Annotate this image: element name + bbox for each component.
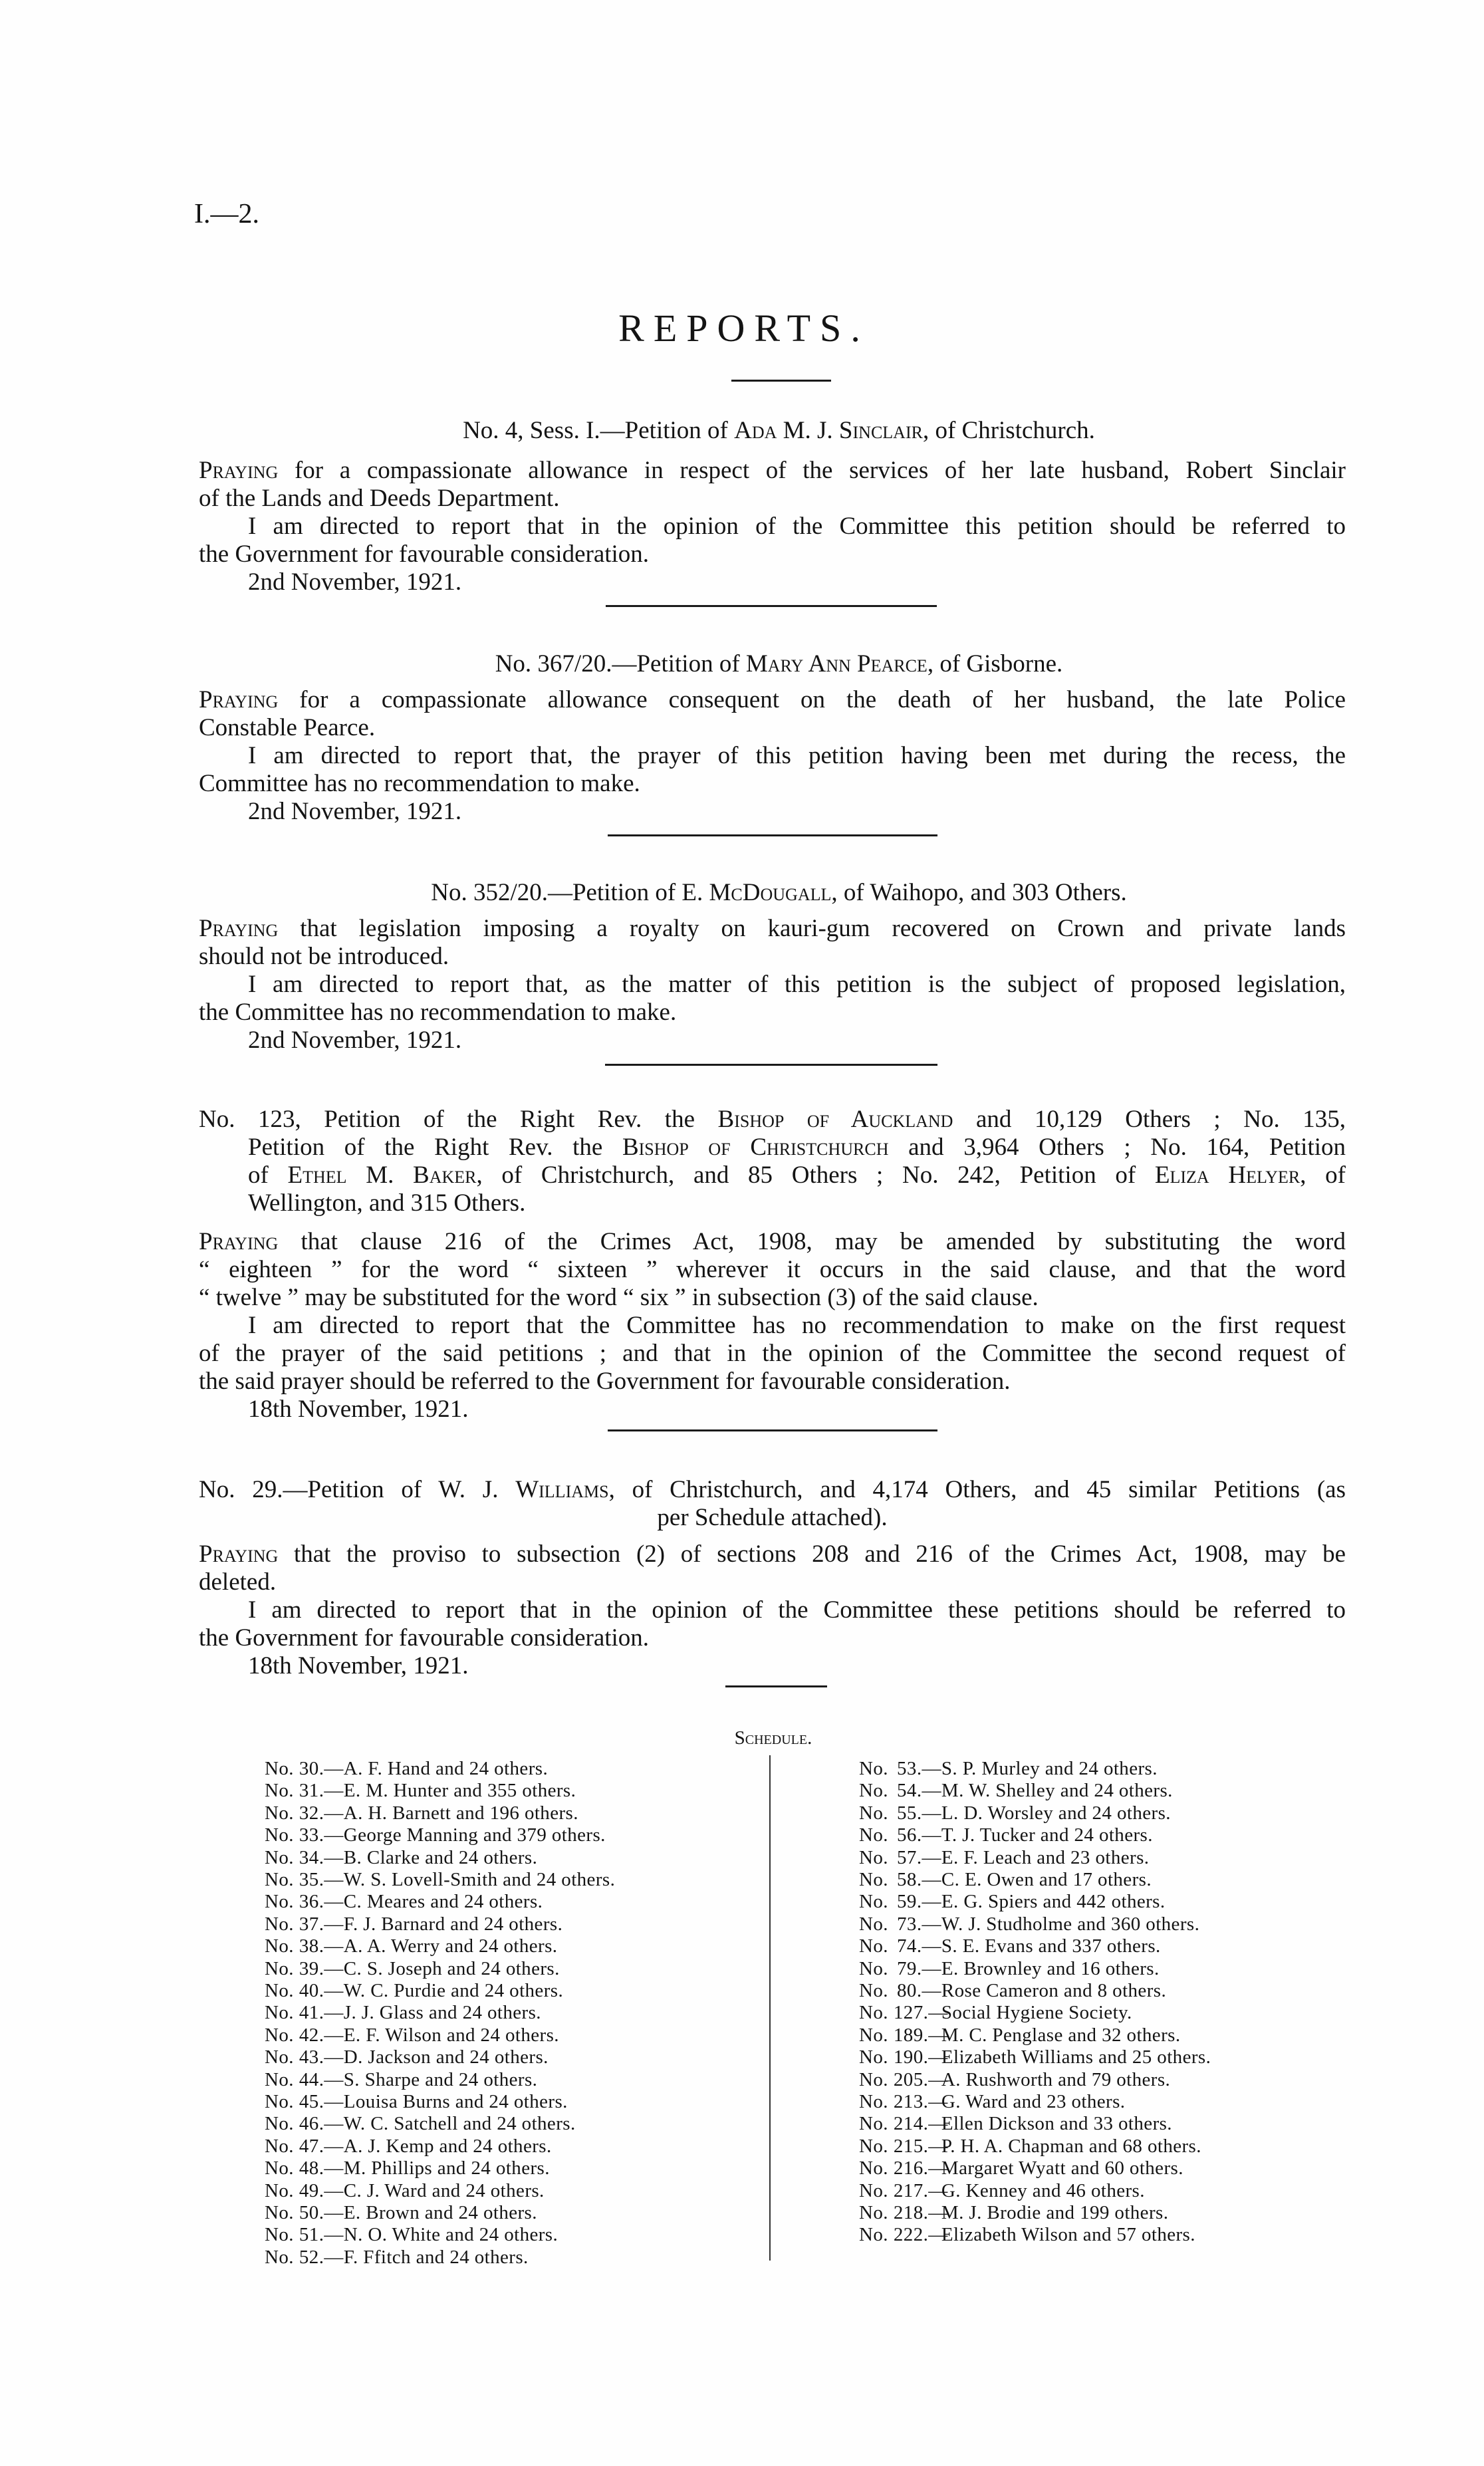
schedule-item xyxy=(859,2113,1172,2135)
petitioner-name: Williams xyxy=(515,1476,609,1503)
schedule-item-name: J. J. Glass and 24 others. xyxy=(343,2002,541,2024)
schedule-item-number: 43 .— xyxy=(299,2046,344,2068)
schedule-item-prefix: No. xyxy=(859,2068,888,2090)
heading-text: , of Christchurch. xyxy=(922,417,1095,444)
report-paragraph-line xyxy=(199,1340,1346,1368)
schedule-item-prefix: No. xyxy=(265,2046,294,2068)
schedule-item-name: E. Brownley and 16 others. xyxy=(941,1957,1160,1979)
schedule-item-number: 46 .— xyxy=(299,2113,344,2135)
petition-heading xyxy=(199,1106,1346,1134)
title-divider xyxy=(731,380,831,382)
schedule-item-prefix: No. xyxy=(265,2135,294,2157)
schedule-item-prefix: No. xyxy=(859,2158,888,2179)
schedule-item-number: 47 .— xyxy=(299,2136,344,2158)
schedule-item-number: 52 .— xyxy=(299,2247,344,2269)
schedule-item-name: M. Phillips and 24 others. xyxy=(343,2158,550,2179)
praying-paragraph-line xyxy=(199,915,1346,943)
petitioner-name: Eliza Helyer xyxy=(1154,1162,1300,1189)
schedule-item xyxy=(859,1913,1199,1935)
schedule-item xyxy=(265,1958,560,1980)
schedule-item xyxy=(859,1869,1152,1891)
schedule-item xyxy=(265,2091,568,2113)
schedule-item-name: N. O. White and 24 others. xyxy=(343,2224,558,2246)
schedule-item-prefix: No. xyxy=(859,1758,888,1779)
schedule-item-number: 218 .— xyxy=(894,2202,941,2224)
heading-text: , of xyxy=(1300,1162,1346,1189)
date-text: 2nd November, 1921. xyxy=(248,1027,462,1054)
heading-text: , of Waihopo, and 303 Others. xyxy=(831,879,1127,906)
petition-heading xyxy=(248,1189,1346,1217)
schedule-item xyxy=(859,1891,1166,1913)
schedule-item-number: 222 .— xyxy=(894,2224,941,2246)
report-text: the Committee has no recommendation to make. xyxy=(199,999,677,1026)
schedule-item-number: 35 .— xyxy=(299,1869,344,1891)
schedule-item-name: Ellen Dickson and 33 others. xyxy=(941,2113,1172,2135)
praying-text: that clause 216 of the Crimes Act, 1908, may be amended by substituting the word xyxy=(278,1228,1346,1255)
schedule-item-number: 216 .— xyxy=(894,2158,941,2179)
petition-heading xyxy=(199,1504,1346,1532)
schedule-item-prefix: No. xyxy=(265,1824,294,1846)
praying-text: that legislation imposing a royalty on kauri-gum recovered on Crown and private lands xyxy=(278,915,1346,942)
schedule-item-name: G. Ward and 23 others. xyxy=(941,2091,1126,2112)
heading-text: , of Christchurch, and 4,174 Others, and 45 similar Petitions (as xyxy=(608,1476,1346,1503)
heading-text: Wellington, and 315 Others. xyxy=(248,1189,526,1217)
schedule-item-prefix: No. xyxy=(859,2024,888,2046)
date-text: 18th November, 1921. xyxy=(248,1396,469,1423)
schedule-item-number: 56 .— xyxy=(894,1824,941,1846)
schedule-item-number: 79 .— xyxy=(894,1958,941,1980)
praying-text: for a compassionate allowance in respect of the services of her late husband, Robert Sinclair xyxy=(278,457,1346,484)
schedule-item-name: L. D. Worsley and 24 others. xyxy=(941,1802,1171,1824)
schedule-item-prefix: No. xyxy=(265,1846,294,1868)
schedule-item-number: 215 .— xyxy=(894,2136,941,2158)
schedule-item-number: 50 .— xyxy=(299,2202,344,2224)
schedule-item xyxy=(265,1758,548,1780)
schedule-item xyxy=(265,2046,549,2068)
schedule-item-name: S. P. Murley and 24 others. xyxy=(941,1758,1158,1779)
schedule-item xyxy=(859,2025,1180,2046)
schedule-item-prefix: No. xyxy=(265,1780,294,1802)
praying-text: of the Lands and Deeds Department. xyxy=(199,485,560,512)
report-paragraph-line xyxy=(248,1312,1346,1340)
schedule-item-number: 53 .— xyxy=(894,1758,941,1780)
schedule-item-number: 189 .— xyxy=(894,2025,941,2046)
schedule-item-name: S. E. Evans and 337 others. xyxy=(941,1935,1161,1957)
report-paragraph-line xyxy=(248,742,1346,770)
report-paragraph-line xyxy=(199,770,1346,798)
report-text: Committee has no recommendation to make. xyxy=(199,770,640,797)
schedule-item xyxy=(859,2069,1170,2091)
report-date xyxy=(248,1396,780,1423)
schedule-item-number: 38 .— xyxy=(299,1935,344,1957)
schedule-item-number: 80 .— xyxy=(894,1980,941,2002)
petition-heading xyxy=(248,1134,1346,1162)
praying-text: that the proviso to subsection (2) of sections 208 and 216 of the Crimes Act, 1908, may be xyxy=(278,1541,1346,1568)
praying-paragraph-line xyxy=(199,943,1346,971)
schedule-item-number: 51 .— xyxy=(299,2224,344,2246)
petitioner-name: Bishop of Christchurch xyxy=(622,1134,889,1161)
schedule-item-prefix: No. xyxy=(859,2046,888,2068)
section-divider xyxy=(608,834,937,836)
report-text: I am directed to report that in the opinion of the Committee these petitions should be referred to xyxy=(248,1596,1346,1624)
praying-text: deleted. xyxy=(199,1568,277,1596)
report-paragraph-line xyxy=(248,1596,1346,1624)
heading-text: , of Gisborne. xyxy=(927,650,1063,678)
schedule-item xyxy=(859,2224,1195,2246)
section-divider xyxy=(605,1064,937,1066)
schedule-title: Schedule. xyxy=(734,1727,812,1749)
heading-text: No. 29.—Petition of W. J. xyxy=(199,1476,516,1503)
praying-lead: Praying xyxy=(199,457,279,484)
schedule-item xyxy=(859,1758,1158,1780)
schedule-item-prefix: No. xyxy=(859,2002,888,2024)
page-reference: I.—2. xyxy=(194,199,259,229)
petition-heading xyxy=(205,417,1352,445)
schedule-item-prefix: No. xyxy=(859,1935,888,1957)
report-paragraph-line xyxy=(248,513,1346,541)
schedule-item-name: A. J. Kemp and 24 others. xyxy=(343,2135,552,2157)
schedule-item-prefix: No. xyxy=(265,1935,294,1957)
schedule-item xyxy=(265,2224,558,2246)
schedule-item xyxy=(859,1802,1171,1824)
schedule-item-name: Louisa Burns and 24 others. xyxy=(343,2091,568,2112)
schedule-item-prefix: No. xyxy=(859,1913,888,1935)
schedule-item-name: E. F. Leach and 23 others. xyxy=(941,1846,1150,1868)
praying-paragraph-line xyxy=(199,485,1346,513)
petitioner-name: McDougall xyxy=(709,879,832,906)
petitioner-name: Mary Ann Pearce xyxy=(745,650,928,678)
schedule-item xyxy=(265,2069,537,2091)
praying-text: should not be introduced. xyxy=(199,943,449,970)
schedule-item-prefix: No. xyxy=(265,1913,294,1935)
petition-heading xyxy=(205,879,1352,907)
schedule-item-prefix: No. xyxy=(859,2091,888,2112)
schedule-item-name: W. C. Satchell and 24 others. xyxy=(343,2113,576,2135)
schedule-item xyxy=(859,1780,1173,1802)
schedule-item-prefix: No. xyxy=(265,1802,294,1824)
schedule-item-number: 30 .— xyxy=(299,1758,344,1780)
schedule-divider xyxy=(725,1685,827,1687)
report-paragraph-line xyxy=(248,971,1346,999)
schedule-item-name: M. W. Shelley and 24 others. xyxy=(941,1780,1173,1802)
schedule-item-name: M. J. Brodie and 199 others. xyxy=(941,2202,1169,2223)
schedule-item-prefix: No. xyxy=(265,2202,294,2223)
schedule-item xyxy=(265,1824,606,1846)
schedule-item-prefix: No. xyxy=(265,2002,294,2024)
petitioner-name: Bishop of Auckland xyxy=(717,1106,953,1133)
heading-text: per Schedule attached). xyxy=(657,1504,888,1531)
date-text: 18th November, 1921. xyxy=(248,1652,469,1679)
report-text: I am directed to report that, the prayer of this petition having been met during the recess, the xyxy=(248,742,1346,769)
schedule-item-prefix: No. xyxy=(265,2113,294,2135)
schedule-item-prefix: No. xyxy=(859,1824,888,1846)
schedule-item xyxy=(265,1980,563,2002)
schedule-item xyxy=(265,2158,550,2179)
schedule-item-name: E. Brown and 24 others. xyxy=(343,2202,537,2223)
schedule-item-number: 58 .— xyxy=(894,1869,941,1891)
report-paragraph-line xyxy=(199,541,1346,568)
report-text: I am directed to report that in the opinion of the Committee this petition should be referred to xyxy=(248,513,1346,540)
praying-paragraph-line xyxy=(199,1284,1346,1312)
schedule-item xyxy=(265,1935,557,1957)
schedule-item-number: 59 .— xyxy=(894,1891,941,1913)
schedule-item-name: C. Meares and 24 others. xyxy=(343,1891,543,1913)
schedule-item-name: M. C. Penglase and 32 others. xyxy=(941,2024,1181,2046)
schedule-item xyxy=(265,1869,615,1891)
schedule-item xyxy=(859,1847,1149,1869)
schedule-item-name: W. C. Purdie and 24 others. xyxy=(343,1980,564,2001)
schedule-item-number: 205 .— xyxy=(894,2069,941,2091)
schedule-item-number: 37 .— xyxy=(299,1913,344,1935)
report-text: the said prayer should be referred to the Government for favourable consideration. xyxy=(199,1368,1011,1395)
schedule-item-number: 44 .— xyxy=(299,2069,344,2091)
date-text: 2nd November, 1921. xyxy=(248,798,462,825)
schedule-item-prefix: No. xyxy=(265,1758,294,1779)
praying-text: “ twelve ” may be substituted for the word “ six ” in subsection (3) of the said clause. xyxy=(199,1284,1039,1311)
report-text: the Government for favourable consideration. xyxy=(199,541,650,568)
schedule-item-prefix: No. xyxy=(265,1980,294,2001)
heading-text: , of Christchurch, and 85 Others ; No. 242, Petition of xyxy=(476,1162,1155,1189)
schedule-item-name: A. F. Hand and 24 others. xyxy=(343,1758,549,1779)
schedule-item-name: Elizabeth Williams and 25 others. xyxy=(941,2046,1211,2068)
praying-paragraph-line xyxy=(199,1256,1346,1284)
schedule-item xyxy=(859,2002,1132,2024)
section-divider xyxy=(606,605,937,607)
schedule-column-divider xyxy=(769,1755,771,2261)
heading-text: No. 123, Petition of the Right Rev. the xyxy=(199,1106,718,1133)
schedule-item-number: 73 .— xyxy=(894,1913,941,1935)
report-text: of the prayer of the said petitions ; and that in the opinion of the Committee the second request of xyxy=(199,1340,1346,1367)
heading-text: Petition of the Right Rev. the xyxy=(248,1134,622,1161)
schedule-item-number: 127 .— xyxy=(894,2002,941,2024)
petitioner-name: Ethel M. Baker xyxy=(287,1162,477,1189)
schedule-item-name: B. Clarke and 24 others. xyxy=(343,1846,538,1868)
report-paragraph-line xyxy=(199,1624,1346,1652)
schedule-item-prefix: No. xyxy=(265,2179,294,2201)
schedule-item xyxy=(859,2180,1145,2202)
schedule-item-name: P. H. A. Chapman and 68 others. xyxy=(941,2135,1201,2157)
schedule-item-name: W. S. Lovell-Smith and 24 others. xyxy=(343,1869,616,1890)
schedule-item-number: 74 .— xyxy=(894,1935,941,1957)
schedule-item-number: 36 .— xyxy=(299,1891,344,1913)
praying-paragraph-line xyxy=(199,686,1346,714)
schedule-item-prefix: No. xyxy=(265,1957,294,1979)
schedule-item-name: E. M. Hunter and 355 others. xyxy=(343,1780,576,1802)
petitioner-name: Ada M. J. Sinclair xyxy=(734,417,923,444)
schedule-item-prefix: No. xyxy=(859,1891,888,1913)
schedule-item-name: D. Jackson and 24 others. xyxy=(343,2046,549,2068)
heading-text: No. 4, Sess. I.—Petition of xyxy=(463,417,735,444)
praying-lead: Praying xyxy=(199,1228,279,1255)
praying-text: for a compassionate allowance consequent on the death of her husband, the late Police xyxy=(278,686,1346,713)
report-paragraph-line xyxy=(199,1368,1346,1396)
schedule-item-name: F. Ffitch and 24 others. xyxy=(343,2246,529,2268)
schedule-item-number: 39 .— xyxy=(299,1958,344,1980)
schedule-item xyxy=(265,2002,541,2024)
schedule-item-number: 45 .— xyxy=(299,2091,344,2113)
schedule-item-name: A. Rushworth and 79 others. xyxy=(941,2068,1171,2090)
schedule-item-prefix: No. xyxy=(859,2113,888,2135)
schedule-item xyxy=(859,2136,1201,2158)
schedule-item xyxy=(859,2202,1168,2224)
schedule-item-prefix: No. xyxy=(265,2068,294,2090)
schedule-item-prefix: No. xyxy=(859,2135,888,2157)
schedule-item xyxy=(265,2025,559,2046)
schedule-item xyxy=(265,2113,576,2135)
schedule-item xyxy=(265,1913,562,1935)
praying-lead: Praying xyxy=(199,915,279,942)
schedule-item-prefix: No. xyxy=(859,1780,888,1802)
schedule-item-prefix: No. xyxy=(859,2224,888,2246)
schedule-item-prefix: No. xyxy=(265,2091,294,2112)
report-date xyxy=(248,1652,780,1680)
schedule-item-name: G. Kenney and 46 others. xyxy=(941,2179,1145,2201)
schedule-item-name: C. S. Joseph and 24 others. xyxy=(343,1957,560,1979)
schedule-item-number: 41 .— xyxy=(299,2002,344,2024)
schedule-item-prefix: No. xyxy=(859,1957,888,1979)
schedule-item-name: Social Hygiene Society. xyxy=(941,2002,1132,2024)
heading-text: and 10,129 Others ; No. 135, xyxy=(953,1106,1346,1133)
page-title: REPORTS. xyxy=(618,307,870,350)
praying-paragraph-line xyxy=(199,457,1346,485)
petition-heading xyxy=(205,650,1352,678)
schedule-item xyxy=(859,2046,1211,2068)
schedule-item-prefix: No. xyxy=(859,1869,888,1890)
report-date xyxy=(248,798,780,826)
schedule-item xyxy=(265,1780,576,1802)
praying-lead: Praying xyxy=(199,686,279,713)
schedule-item-name: W. J. Studholme and 360 others. xyxy=(941,1913,1200,1935)
schedule-item xyxy=(265,2136,552,2158)
schedule-item-name: E. G. Spiers and 442 others. xyxy=(941,1891,1166,1913)
schedule-item-prefix: No. xyxy=(265,2224,294,2246)
praying-paragraph-line xyxy=(199,1541,1346,1568)
schedule-item-prefix: No. xyxy=(265,2158,294,2179)
schedule-item-prefix: No. xyxy=(265,2246,294,2268)
schedule-item xyxy=(265,2180,545,2202)
schedule-item-number: 57 .— xyxy=(894,1847,941,1869)
schedule-item-number: 33 .— xyxy=(299,1824,344,1846)
schedule-item xyxy=(859,1958,1160,1980)
schedule-item-number: 54 .— xyxy=(894,1780,941,1802)
date-text: 2nd November, 1921. xyxy=(248,568,462,596)
petition-heading xyxy=(199,1476,1346,1504)
schedule-item-prefix: No. xyxy=(859,2202,888,2223)
schedule-item-name: George Manning and 379 others. xyxy=(343,1824,606,1846)
heading-text: of xyxy=(248,1162,288,1189)
schedule-item-number: 214 .— xyxy=(894,2113,941,2135)
schedule-item-name: E. F. Wilson and 24 others. xyxy=(343,2024,559,2046)
schedule-item-number: 31 .— xyxy=(299,1780,344,1802)
schedule-item xyxy=(859,1980,1166,2002)
praying-paragraph-line xyxy=(199,1228,1346,1256)
schedule-item-number: 55 .— xyxy=(894,1802,941,1824)
section-divider xyxy=(608,1429,937,1431)
schedule-item-prefix: No. xyxy=(859,1980,888,2001)
praying-paragraph-line xyxy=(199,1568,1346,1596)
schedule-item xyxy=(265,2202,537,2224)
schedule-item-name: C. E. Owen and 17 others. xyxy=(941,1869,1152,1890)
praying-lead: Praying xyxy=(199,1541,279,1568)
heading-text: No. 352/20.—Petition of E. xyxy=(431,879,709,906)
schedule-item xyxy=(859,1824,1153,1846)
schedule-item-name: F. J. Barnard and 24 others. xyxy=(343,1913,563,1935)
schedule-item xyxy=(859,2091,1125,2113)
report-paragraph-line xyxy=(199,999,1346,1027)
praying-text: Constable Pearce. xyxy=(199,714,376,741)
schedule-item xyxy=(859,1935,1161,1957)
schedule-item-name: Elizabeth Wilson and 57 others. xyxy=(941,2224,1195,2246)
heading-text: and 3,964 Others ; No. 164, Petition xyxy=(888,1134,1346,1161)
report-text: I am directed to report that the Committee has no recommendation to make on the first request xyxy=(248,1312,1346,1339)
schedule-item-prefix: No. xyxy=(859,1802,888,1824)
schedule-item-number: 217 .— xyxy=(894,2180,941,2202)
schedule-item-number: 190 .— xyxy=(894,2046,941,2068)
schedule-item-prefix: No. xyxy=(859,1846,888,1868)
schedule-item xyxy=(265,1802,578,1824)
schedule-item xyxy=(265,1847,537,1869)
praying-text: “ eighteen ” for the word “ sixteen ” wherever it occurs in the said clause, and that the word xyxy=(199,1256,1346,1283)
praying-paragraph-line xyxy=(199,714,1346,742)
schedule-item-number: 40 .— xyxy=(299,1980,344,2002)
schedule-item-name: Rose Cameron and 8 others. xyxy=(941,1980,1167,2001)
report-date xyxy=(248,1027,780,1054)
schedule-item xyxy=(265,2247,529,2269)
schedule-item-prefix: No. xyxy=(265,1869,294,1890)
schedule-item-number: 48 .— xyxy=(299,2158,344,2179)
schedule-item-name: T. J. Tucker and 24 others. xyxy=(941,1824,1153,1846)
schedule-item xyxy=(859,2158,1183,2179)
schedule-item-number: 49 .— xyxy=(299,2180,344,2202)
schedule-item-name: C. J. Ward and 24 others. xyxy=(343,2179,545,2201)
schedule-item-prefix: No. xyxy=(859,2179,888,2201)
heading-text: No. 367/20.—Petition of xyxy=(495,650,746,678)
petition-heading xyxy=(248,1162,1346,1189)
schedule-item-name: A. H. Barnett and 196 others. xyxy=(343,1802,578,1824)
report-text: the Government for favourable consideration. xyxy=(199,1624,650,1652)
schedule-item-number: 32 .— xyxy=(299,1802,344,1824)
schedule-item xyxy=(265,1891,543,1913)
report-date xyxy=(248,568,780,596)
schedule-item-number: 34 .— xyxy=(299,1847,344,1869)
schedule-item-number: 42 .— xyxy=(299,2025,344,2046)
schedule-item-name: A. A. Werry and 24 others. xyxy=(343,1935,558,1957)
schedule-item-number: 213 .— xyxy=(894,2091,941,2113)
schedule-item-name: S. Sharpe and 24 others. xyxy=(343,2068,538,2090)
schedule-item-prefix: No. xyxy=(265,2024,294,2046)
schedule-item-name: Margaret Wyatt and 60 others. xyxy=(941,2158,1183,2179)
report-text: I am directed to report that, as the matter of this petition is the subject of proposed legislation, xyxy=(248,971,1346,998)
schedule-item-prefix: No. xyxy=(265,1891,294,1913)
